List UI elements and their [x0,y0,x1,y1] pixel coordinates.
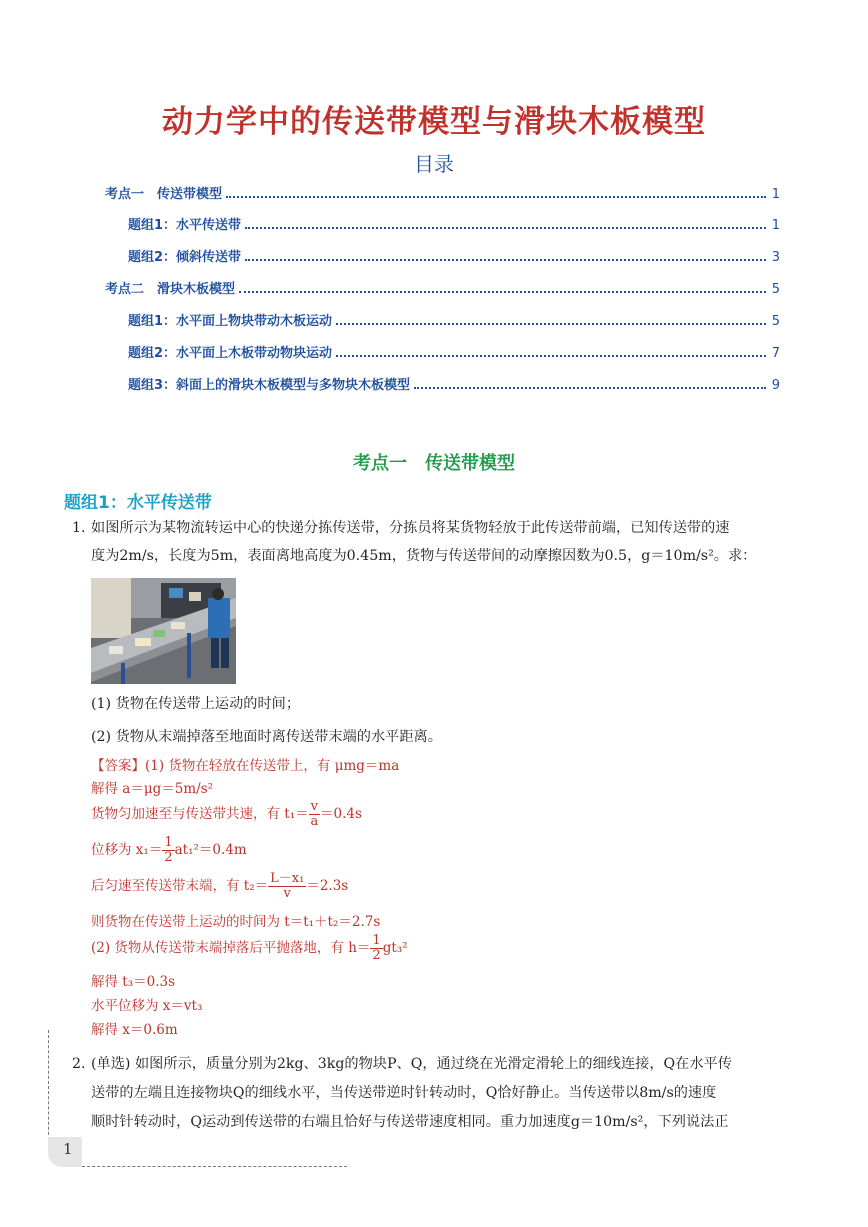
fraction [162,836,174,865]
fraction-numerator: L－x₁ [270,871,305,886]
answer-line: 水平位移为 x＝vt₃ [91,998,203,1014]
fraction [309,800,320,829]
answer-text: ＝0.4s [320,806,362,822]
question-text: (单选) 如图所示，质量分别为2kg、3kg的物块P、Q，通过绕在光滑定滑轮上的细线连接，Q在水平传 [91,1056,732,1072]
fraction-numerator: v [310,799,318,814]
answer-line: 解得 a＝μg＝5m/s² [91,781,214,797]
toc-entry-label: 题组2：水平面上木板带动物块运动 [128,346,333,361]
answer-line [91,872,348,901]
answer-text: gt₃² [382,940,408,956]
answer-text: 后匀速至传送带末端，有 t₂＝ [91,878,269,894]
answer-text: at₁²＝0.4m [174,842,247,858]
page-number: 1 [63,1140,73,1158]
fraction [370,934,382,963]
answer-line: 则货物在传送带上运动的时间为 t＝t₁＋t₂＝2.7s [91,914,381,930]
answer-text: ＝2.3s [306,878,349,894]
fraction-denominator: a [310,814,319,829]
conveyor-photo [91,578,236,684]
toc-entry-label: 考点二 滑块木板模型 [105,282,236,297]
section-heading: 考点一 传送带模型 [353,453,515,474]
fraction [268,872,306,901]
sub-question: (1) 货物在传送带上运动的时间； [91,696,301,712]
toc-entry-label: 考点一 传送带模型 [105,187,223,202]
question-text: 如图所示为某物流转运中心的快递分拣传送带，分拣员将某货物轻放于此传送带前端，已知传送带的速 [91,520,730,536]
toc-entry-page: 1 [771,218,780,233]
document-title: 动力学中的传送带模型与滑块木板模型 [162,104,706,140]
toc-entry[interactable] [128,373,780,393]
toc-entry-page: 3 [771,250,780,265]
fraction-numerator: 1 [164,835,173,850]
answer-line [91,800,362,829]
fraction-denominator: v [283,886,291,901]
question-text: 送带的左端且连接物块Q的细线水平，当传送带逆时针转动时，Q恰好静止。当传送带以8m/s的速度 [91,1085,717,1101]
toc-entry-page: 5 [771,314,780,329]
footer-dash-line [82,1166,347,1167]
answer-text: 货物匀加速至与传送带共速，有 t₁＝ [91,806,309,822]
question-text: 顺时针转动时，Q运动到传送带的右端且恰好与传送带速度相同。重力加速度g＝10m/s²，下列说法正 [91,1114,729,1130]
answer-text: 位移为 x₁＝ [91,842,163,858]
answer-line: 解得 x＝0.6m [91,1022,178,1038]
question-text: 度为2m/s，长度为5m，表面离地高度为0.45m，货物与传送带间的动摩擦因数为0.5，g＝10m/s²。求： [91,548,757,564]
toc-entry-page: 7 [771,346,780,361]
toc-entry[interactable] [128,213,780,233]
toc-entry-page: 5 [771,282,780,297]
fraction-denominator: 2 [164,850,173,865]
toc-title: 目录 [414,152,454,176]
toc-entry-label: 题组3：斜面上的滑块木板模型与多物块木板模型 [128,378,411,393]
answer-line: 【答案】(1) 货物在轻放在传送带上，有 μmg＝ma [91,758,400,774]
answer-text: (2) 货物从传送带末端掉落后平抛落地，有 h＝ [91,940,371,956]
question-number: 2. [72,1056,86,1072]
fraction-numerator: 1 [372,933,381,948]
toc-entry-label: 题组1：水平面上物块带动木板运动 [128,314,333,329]
toc-entry[interactable] [128,245,780,265]
margin-dash-line [48,1030,49,1140]
toc-entry[interactable] [105,182,780,202]
answer-line [91,934,408,963]
toc-entry-page: 9 [771,378,780,393]
toc-entry[interactable] [128,341,780,361]
answer-line: 解得 t₃＝0.3s [91,974,176,990]
toc-entry-page: 1 [771,187,780,202]
fraction-denominator: 2 [372,948,381,963]
sub-question: (2) 货物从末端掉落至地面时离传送带末端的水平距离。 [91,729,442,745]
toc-entry[interactable] [128,309,780,329]
question-number: 1. [72,520,86,536]
toc-entry-label: 题组1：水平传送带 [128,218,242,233]
toc-entry[interactable] [105,277,780,297]
answer-line [91,836,247,865]
group-heading: 题组1：水平传送带 [64,493,212,513]
toc-entry-label: 题组2：倾斜传送带 [128,250,242,265]
